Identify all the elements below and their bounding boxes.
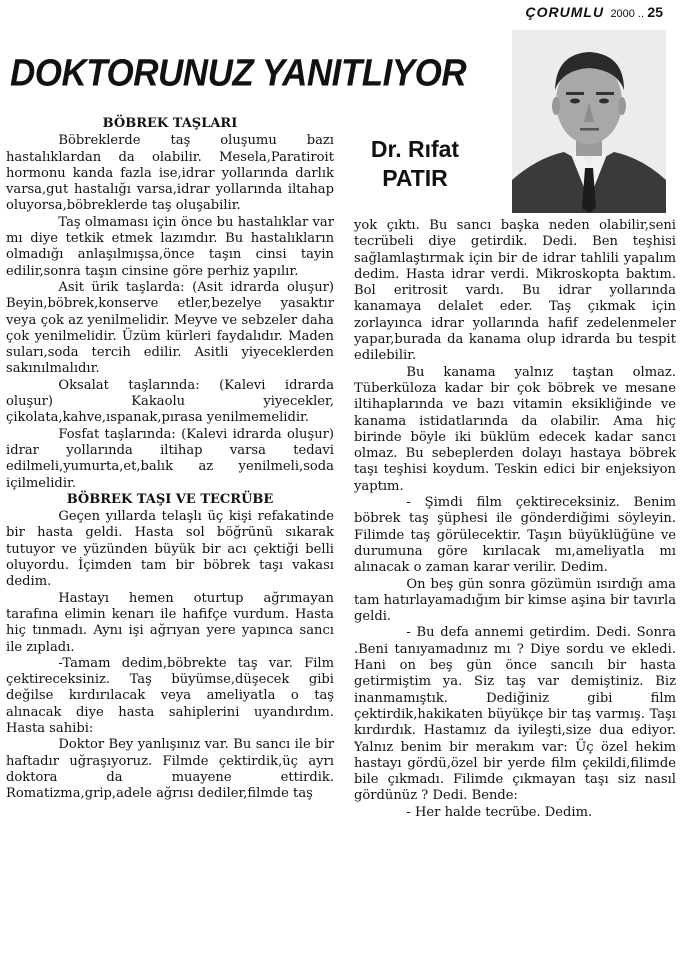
paragraph: Oksalat taşlarında: (Kalevi idrarda oluşur) Kakaolu yiyecekler, çikolata,kahve,ıspanak,pırasa yenilmemelidir. <box>6 377 334 426</box>
newspaper-name: ÇORUMLU <box>525 4 605 20</box>
page-number: 25 <box>647 4 663 20</box>
section-heading-experience: BÖBREK TAŞI VE TECRÜBE <box>66 491 274 507</box>
paragraph: Taş olmaması için önce bu hastalıklar var mı diye tetkik etmek lazımdır. Bu hastalıkların olmadığı anlaşılmışsa,önce taşın cinsi tayin edilir,sonra taşın cinsine göre perhiz yapılır. <box>6 214 334 279</box>
paragraph: - Şimdi film çektireceksiniz. Benim böbrek taş şüphesi ile gönderdiğimi söyleyin. Filimde taş görülecektir. Taşın büyüklüğüne ve durumuna göre kırılacak mı,ameliyatla mı alınacak o zaman karar verilir. Dedim. <box>354 495 676 576</box>
paragraph: Bu kanama yalnız taştan olmaz. Tüberküloza kadar bir çok böbrek ve mesane iltihaplarında ve bazı vitamin eksikliğinde ve kanama istidatlarında da olabilir. Ama hiç birinde böyle iki büklüm edecek kadar sancı olmaz. Bu sebeplerden dolayı hastaya böbrek taşı teşhisi koydum. Teskin edici bir enjeksiyon yaptım. <box>354 364 676 494</box>
issue-date: 2000 .. <box>610 8 645 20</box>
paragraph: yok çıktı. Bu sancı başka neden olabilir,seni tecrübeli diye getirdik. Dedi. Ben teşhisi sağlamlaştırmak için bir de idrar tahlili yapalım dedim. Hasta idrar verdi. Mikroskopta baktım. Bol eritrosit vardı. Bu idrar yollarında kanamaya delalet eder. Taş çıkmak için zorlayınca idrar yollarında hafif zedelenmeler yapar,burada da kanama olup idrarda bu tespit edilebilir. <box>354 218 676 364</box>
author-name-line2: PATIR <box>382 165 448 191</box>
text-column-left <box>6 116 334 802</box>
paragraph: Geçen yıllarda telaşlı üç kişi refakatinde bir hasta geldi. Hasta sol böğrünü sıkarak tutuyor ve yüzünden büyük bir acı çektiği belli oluyordu. İçimden tam bir böbrek taşı vakası dedim. <box>6 509 334 590</box>
paragraph: Doktor Bey yanlışınız var. Bu sancı ile bir haftadır uğraşıyoruz. Filmde çektirdik,üç ayrı doktora da muayene ettirdik. Romatizma,grip,adele ağrısı dediler,filmde taş <box>6 737 334 802</box>
paragraph: On beş gün sonra gözümün ısırdığı ama tam hatırlayamadığım bir kimse aşina bir tavırla geldi. <box>354 576 676 625</box>
paragraph: Fosfat taşlarında: (Kalevi idrarda oluşur) idrar yollarında iltihap varsa tedavi edilmeli,yumurta,et,balık az yenilmeli,soda içilmelidir. <box>6 426 334 491</box>
author-photo <box>512 30 666 213</box>
masthead <box>526 4 663 20</box>
author-name <box>350 135 480 193</box>
portrait-image <box>512 30 666 213</box>
paragraph: - Her halde tecrübe. Dedim. <box>406 804 593 820</box>
text-column-right <box>354 218 676 821</box>
paragraph: Böbreklerde taş oluşumu bazı hastalıklardan da olabilir. Mesela,Paratiroit hormonu kanda fazla ise,idrar yollarında darlık varsa,gut hastalığı varsa,idrar yollarında iltahap oluyorsa,böbreklerde taş oluşabilir. <box>6 133 334 214</box>
paragraph: - Bu defa annemi getirdim. Dedi. Sonra .Beni tanıyamadınız mı ? Diye sordu ve ekledi. Hani on beş gün önce sancılı bir hasta getirmiştim ya. Siz taş var demiştiniz. Biz inanmamıştık. Dediğiniz gibi film çektirdik,hakikaten büyükçe bir taş varmış. Taşı kırdırdık. Hastamız da iyileşti,size dua ediyor. Yalnız benim bir merakım var: Üç özel hekim hastayı gördü,özel bir yerde film çekildi,filimde bile çıkmadı. Filimde çıkmayan taşı siz nasıl gördünüz ? Dedi. Bende: <box>354 625 676 804</box>
paragraph: Hastayı hemen oturtup ağrımayan tarafına elimin kenarı ile hafifçe vurdum. Hasta hiç tınmadı. Aynı işi ağrıyan yere yapınca sancı ile zıpladı. <box>6 590 334 655</box>
section-heading-kidney-stones: BÖBREK TAŞLARI <box>102 116 238 131</box>
paragraph: Asit ürik taşlarda: (Asit idrarda oluşur) Beyin,böbrek,konserve etler,bezelye yasaktır veya çok az yenilmelidir. Meyve ve sebzeler daha çok yenilmelidir. Üzüm kürleri faydalıdır. Maden suları,soda tercih edilir. Asitli yiyeceklerden sakınılmalıdır. <box>6 279 334 377</box>
column-headline: DOKTORUNUZ YANITLIYOR <box>10 52 467 95</box>
author-name-line1: Dr. Rıfat <box>370 136 460 162</box>
paragraph: -Tamam dedim,böbrekte taş var. Film çektireceksiniz. Taş büyümse,düşecek gibi değilse kırdırılacak veya ameliyatla o taş alınacak diye hasta sahiplerini uyandırdım. Hasta sahibi: <box>6 655 334 736</box>
